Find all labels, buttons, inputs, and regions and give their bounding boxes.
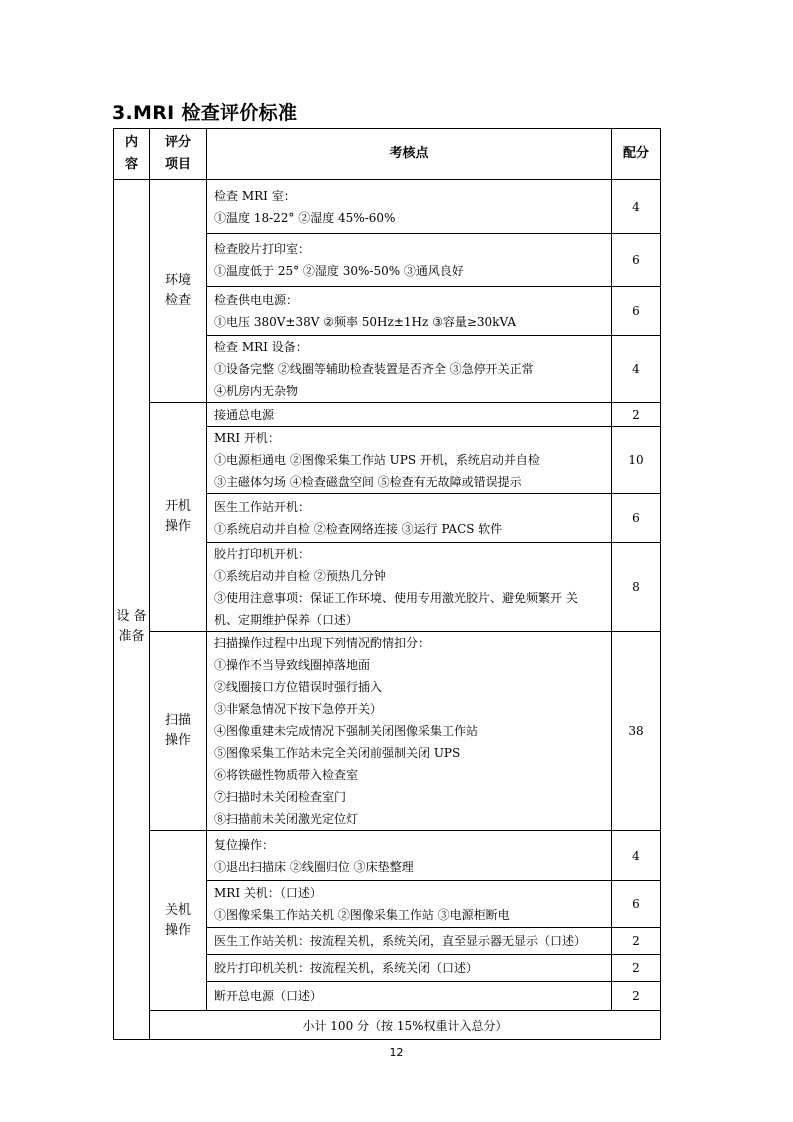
table-row: [114, 831, 661, 881]
score-cell: 8: [612, 543, 661, 632]
score-cell: 6: [612, 881, 661, 928]
assessment-point: MRI 关机：（口述） ①图像采集工作站关机 ②图像采集工作站 ③电源柜断电: [207, 881, 612, 928]
score-cell: 38: [612, 632, 661, 831]
assessment-point: MRI 开机： ①电源柜通电 ②图像采集工作站 UPS 开机，系统启动并自检 ③主磁体匀场 ④检查磁盘空间 ⑤检查有无故障或错误提示: [207, 427, 612, 494]
header-points: 考核点: [207, 129, 612, 180]
group-cell: 开机 操作: [150, 403, 207, 632]
header-row: [114, 129, 661, 180]
score-cell: 4: [612, 336, 661, 403]
subtotal-cell: 小计 100 分（按 15%权重计入总分）: [150, 1011, 661, 1040]
table-row: [114, 180, 661, 234]
header-item: 评分 项目: [150, 129, 207, 180]
assessment-point: 检查 MRI 室： ①温度 18-22° ②湿度 45%-60%: [207, 180, 612, 234]
evaluation-table: [113, 128, 661, 1040]
assessment-point: 检查胶片打印室： ①温度低于 25° ②湿度 30%-50% ③通风良好: [207, 234, 612, 287]
table-row: [114, 632, 661, 831]
score-cell: 6: [612, 234, 661, 287]
assessment-point: 胶片打印机开机： ①系统启动并自检 ②预热几分钟 ③使用注意事项：保证工作环境、使用专用激光胶片、避免频繁开 关 机、定期维护保养（口述）: [207, 543, 612, 632]
score-cell: 6: [612, 287, 661, 336]
score-cell: 2: [612, 928, 661, 955]
group-cell: 扫描 操作: [150, 632, 207, 831]
score-cell: 4: [612, 180, 661, 234]
assessment-point: 断开总电源（口述）: [207, 982, 612, 1011]
score-cell: 2: [612, 982, 661, 1011]
group-cell: 关机 操作: [150, 831, 207, 1011]
category-cell: 设 备 准备: [114, 180, 150, 1040]
header-content: 内 容: [114, 129, 150, 180]
score-cell: 2: [612, 955, 661, 982]
assessment-point: 医生工作站开机： ①系统启动并自检 ②检查网络连接 ③运行 PACS 软件: [207, 494, 612, 543]
group-cell: 环境 检查: [150, 180, 207, 403]
score-cell: 4: [612, 831, 661, 881]
assessment-point: 检查 MRI 设备： ①设备完整 ②线圈等辅助检查装置是否齐全 ③急停开关正常 ④机房内无杂物: [207, 336, 612, 403]
assessment-point: 检查供电电源： ①电压 380V±38V ②频率 50Hz±1Hz ③容量≥30kVA: [207, 287, 612, 336]
score-cell: 6: [612, 494, 661, 543]
score-cell: 10: [612, 427, 661, 494]
header-score: 配分: [612, 129, 661, 180]
assessment-point: 胶片打印机关机：按流程关机，系统关闭（口述）: [207, 955, 612, 982]
table-row: [114, 403, 661, 427]
assessment-point: 医生工作站关机：按流程关机，系统关闭，直至显示器无显示（口述）: [207, 928, 612, 955]
assessment-point: 扫描操作过程中出现下列情况酌情扣分： ①操作不当导致线圈掉落地面 ②线圈接口方位错误时强行插入 ③非紧急情况下按下急停开关） ④图像重建未完成情况下强制关闭图像采集工作站 ⑤图像采集工作站未完全关闭前强制关闭 UPS ⑥将铁磁性物质带入检查室 ⑦扫描时未关闭检查室门 ⑧扫描前未关闭激光定位灯: [207, 632, 612, 831]
page-number: 12: [389, 1046, 404, 1059]
section-title: 3.MRI 检查评价标准: [112, 102, 298, 124]
score-cell: 2: [612, 403, 661, 427]
subtotal-row: [114, 1011, 661, 1040]
assessment-point: 复位操作： ①退出扫描床 ②线圈归位 ③床垫整理: [207, 831, 612, 881]
assessment-point: 接通总电源: [207, 403, 612, 427]
